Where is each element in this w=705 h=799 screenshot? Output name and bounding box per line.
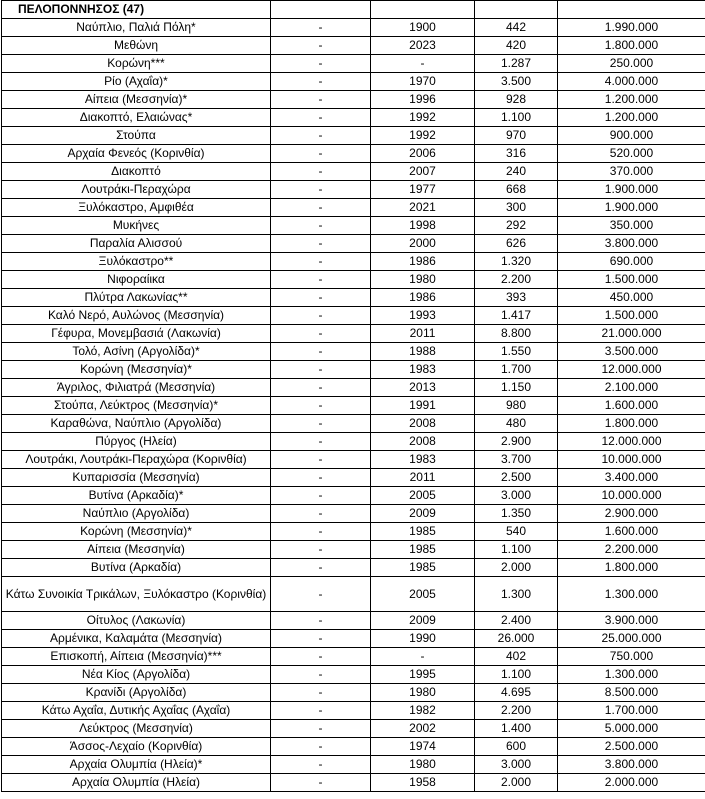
header-cell-empty <box>371 1 475 19</box>
amount-cell: 25.000.000 <box>558 630 705 648</box>
amount-cell: 520.000 <box>558 145 705 163</box>
value-cell: 420 <box>475 37 558 55</box>
year-cell: 2005 <box>371 487 475 505</box>
place-name-cell: Τολό, Ασίνη (Αργολίδα)* <box>2 343 271 361</box>
year-cell: 1992 <box>371 109 475 127</box>
amount-cell: 3.800.000 <box>558 235 705 253</box>
dash-cell: - <box>271 109 371 127</box>
value-cell: 402 <box>475 648 558 666</box>
amount-cell: 450.000 <box>558 289 705 307</box>
year-cell: 1980 <box>371 271 475 289</box>
value-cell: 980 <box>475 397 558 415</box>
dash-cell: - <box>271 684 371 702</box>
dash-cell: - <box>271 612 371 630</box>
value-cell: 3.000 <box>475 487 558 505</box>
table-row <box>2 145 705 163</box>
dash-cell: - <box>271 451 371 469</box>
year-cell: 2008 <box>371 415 475 433</box>
dash-cell: - <box>271 415 371 433</box>
year-cell: 1980 <box>371 684 475 702</box>
table-row <box>2 756 705 774</box>
table-row <box>2 343 705 361</box>
value-cell: 2.000 <box>475 774 558 792</box>
year-cell: 2023 <box>371 37 475 55</box>
amount-cell: 1.200.000 <box>558 91 705 109</box>
year-cell: 1995 <box>371 666 475 684</box>
value-cell: 480 <box>475 415 558 433</box>
table-row <box>2 19 705 37</box>
table-row <box>2 235 705 253</box>
year-cell: 1991 <box>371 397 475 415</box>
table-row <box>2 469 705 487</box>
place-name-cell: Κρανίδι (Αργολίδα) <box>2 684 271 702</box>
dash-cell: - <box>271 91 371 109</box>
value-cell: 1.287 <box>475 55 558 73</box>
place-name-cell: Βυτίνα (Αρκαδία) <box>2 559 271 577</box>
year-cell: 1900 <box>371 19 475 37</box>
year-cell: 2007 <box>371 163 475 181</box>
dash-cell: - <box>271 271 371 289</box>
table-row <box>2 181 705 199</box>
dash-cell: - <box>271 181 371 199</box>
year-cell: 1970 <box>371 73 475 91</box>
dash-cell: - <box>271 289 371 307</box>
dash-cell: - <box>271 487 371 505</box>
table-row <box>2 666 705 684</box>
table-row <box>2 397 705 415</box>
place-name-cell: Μεθώνη <box>2 37 271 55</box>
amount-cell: 12.000.000 <box>558 361 705 379</box>
year-cell: 1998 <box>371 217 475 235</box>
value-cell: 668 <box>475 181 558 199</box>
table-row <box>2 199 705 217</box>
year-cell: 1985 <box>371 523 475 541</box>
year-cell: - <box>371 648 475 666</box>
value-cell: 240 <box>475 163 558 181</box>
place-name-cell: Ναύπλιο (Αργολίδα) <box>2 505 271 523</box>
table-row <box>2 109 705 127</box>
dash-cell: - <box>271 55 371 73</box>
value-cell: 1.417 <box>475 307 558 325</box>
table-row <box>2 127 705 145</box>
year-cell: 1993 <box>371 307 475 325</box>
table-row <box>2 361 705 379</box>
place-name-cell: Ρίο (Αχαΐα)* <box>2 73 271 91</box>
amount-cell: 1.200.000 <box>558 109 705 127</box>
value-cell: 292 <box>475 217 558 235</box>
place-name-cell: Νιφοραίικα <box>2 271 271 289</box>
amount-cell: 1.700.000 <box>558 702 705 720</box>
value-cell: 316 <box>475 145 558 163</box>
dash-cell: - <box>271 774 371 792</box>
table-row <box>2 774 705 792</box>
table-row <box>2 91 705 109</box>
amount-cell: 370.000 <box>558 163 705 181</box>
amount-cell: 900.000 <box>558 127 705 145</box>
table-row <box>2 271 705 289</box>
table-row <box>2 523 705 541</box>
year-cell: 1986 <box>371 289 475 307</box>
place-name-cell: Στούπα, Λεύκτρος (Μεσσηνία)* <box>2 397 271 415</box>
dash-cell: - <box>271 343 371 361</box>
year-cell: 1990 <box>371 630 475 648</box>
table-row <box>2 163 705 181</box>
value-cell: 3.700 <box>475 451 558 469</box>
value-cell: 3.500 <box>475 73 558 91</box>
value-cell: 2.000 <box>475 559 558 577</box>
year-cell: 1983 <box>371 451 475 469</box>
place-name-cell: Επισκοπή, Αίπεια (Μεσσηνία)*** <box>2 648 271 666</box>
place-name-cell: Αίπεια (Μεσσηνία)* <box>2 91 271 109</box>
dash-cell: - <box>271 505 371 523</box>
amount-cell: 1.600.000 <box>558 523 705 541</box>
year-cell: - <box>371 55 475 73</box>
value-cell: 540 <box>475 523 558 541</box>
year-cell: 1985 <box>371 559 475 577</box>
place-name-cell: Ξυλόκαστρο** <box>2 253 271 271</box>
place-name-cell: Μυκήνες <box>2 217 271 235</box>
place-name-cell: Καλό Νερό, Αυλώνος (Μεσσηνία) <box>2 307 271 325</box>
table-row <box>2 37 705 55</box>
table-row <box>2 253 705 271</box>
table-row <box>2 720 705 738</box>
value-cell: 600 <box>475 738 558 756</box>
table-row <box>2 325 705 343</box>
header-cell-empty <box>558 1 705 19</box>
amount-cell: 2.900.000 <box>558 505 705 523</box>
table-row <box>2 415 705 433</box>
header-cell-empty <box>475 1 558 19</box>
amount-cell: 12.000.000 <box>558 433 705 451</box>
year-cell: 1996 <box>371 91 475 109</box>
dash-cell: - <box>271 630 371 648</box>
dash-cell: - <box>271 127 371 145</box>
place-name-cell: Αρμένικα, Καλαμάτα (Μεσσηνία) <box>2 630 271 648</box>
amount-cell: 250.000 <box>558 55 705 73</box>
value-cell: 1.400 <box>475 720 558 738</box>
table-row <box>2 379 705 397</box>
value-cell: 928 <box>475 91 558 109</box>
table-row <box>2 630 705 648</box>
table-row <box>2 738 705 756</box>
amount-cell: 8.500.000 <box>558 684 705 702</box>
year-cell: 1986 <box>371 253 475 271</box>
table-row <box>2 289 705 307</box>
amount-cell: 1.800.000 <box>558 37 705 55</box>
amount-cell: 1.800.000 <box>558 559 705 577</box>
table-row <box>2 73 705 91</box>
dash-cell: - <box>271 145 371 163</box>
dash-cell: - <box>271 756 371 774</box>
data-table <box>1 0 705 792</box>
place-name-cell: Αρχαία Φενεός (Κορινθία) <box>2 145 271 163</box>
year-cell: 2011 <box>371 325 475 343</box>
amount-cell: 3.800.000 <box>558 756 705 774</box>
dash-cell: - <box>271 253 371 271</box>
place-name-cell: Καραθώνα, Ναύπλιο (Αργολίδα) <box>2 415 271 433</box>
amount-cell: 1.800.000 <box>558 415 705 433</box>
amount-cell: 1.900.000 <box>558 181 705 199</box>
value-cell: 1.300 <box>475 577 558 612</box>
amount-cell: 3.400.000 <box>558 469 705 487</box>
place-name-cell: Αρχαία Ολυμπία (Ηλεία) <box>2 774 271 792</box>
dash-cell: - <box>271 19 371 37</box>
place-name-cell: Ναύπλιο, Παλιά Πόλη* <box>2 19 271 37</box>
table-row <box>2 559 705 577</box>
value-cell: 1.550 <box>475 343 558 361</box>
value-cell: 2.400 <box>475 612 558 630</box>
amount-cell: 690.000 <box>558 253 705 271</box>
amount-cell: 2.500.000 <box>558 738 705 756</box>
table-row <box>2 577 705 612</box>
place-name-cell: Άσσος-Λεχαίο (Κορινθία) <box>2 738 271 756</box>
amount-cell: 10.000.000 <box>558 451 705 469</box>
value-cell: 2.200 <box>475 271 558 289</box>
dash-cell: - <box>271 577 371 612</box>
place-name-cell: Άγριλος, Φιλιατρά (Μεσσηνία) <box>2 379 271 397</box>
amount-cell: 1.600.000 <box>558 397 705 415</box>
amount-cell: 21.000.000 <box>558 325 705 343</box>
year-cell: 2000 <box>371 235 475 253</box>
table-row <box>2 702 705 720</box>
value-cell: 1.150 <box>475 379 558 397</box>
dash-cell: - <box>271 559 371 577</box>
dash-cell: - <box>271 702 371 720</box>
dash-cell: - <box>271 738 371 756</box>
dash-cell: - <box>271 469 371 487</box>
value-cell: 1.100 <box>475 666 558 684</box>
place-name-cell: Διακοπτό, Ελαιώνας* <box>2 109 271 127</box>
amount-cell: 1.300.000 <box>558 577 705 612</box>
table-row <box>2 217 705 235</box>
value-cell: 3.000 <box>475 756 558 774</box>
year-cell: 2011 <box>371 469 475 487</box>
dash-cell: - <box>271 648 371 666</box>
value-cell: 2.200 <box>475 702 558 720</box>
value-cell: 8.800 <box>475 325 558 343</box>
value-cell: 2.500 <box>475 469 558 487</box>
year-cell: 2013 <box>371 379 475 397</box>
year-cell: 1977 <box>371 181 475 199</box>
dash-cell: - <box>271 325 371 343</box>
place-name-cell: Κάτω Συνοικία Τρικάλων, Ξυλόκαστρο (Κορινθία) <box>2 577 271 612</box>
value-cell: 970 <box>475 127 558 145</box>
value-cell: 2.900 <box>475 433 558 451</box>
place-name-cell: Στούπα <box>2 127 271 145</box>
place-name-cell: Διακοπτό <box>2 163 271 181</box>
dash-cell: - <box>271 235 371 253</box>
dash-cell: - <box>271 217 371 235</box>
place-name-cell: Λουτράκι, Λουτράκι-Περαχώρα (Κορινθία) <box>2 451 271 469</box>
amount-cell: 2.200.000 <box>558 541 705 559</box>
table-row <box>2 505 705 523</box>
value-cell: 393 <box>475 289 558 307</box>
table-row <box>2 612 705 630</box>
year-cell: 1988 <box>371 343 475 361</box>
amount-cell: 5.000.000 <box>558 720 705 738</box>
year-cell: 1982 <box>371 702 475 720</box>
place-name-cell: Κορώνη*** <box>2 55 271 73</box>
place-name-cell: Γέφυρα, Μονεμβασιά (Λακωνία) <box>2 325 271 343</box>
table-body <box>2 1 705 792</box>
year-cell: 2002 <box>371 720 475 738</box>
value-cell: 1.700 <box>475 361 558 379</box>
dash-cell: - <box>271 523 371 541</box>
place-name-cell: Κάτω Αχαΐα, Δυτικής Αχαΐας (Αχαΐα) <box>2 702 271 720</box>
amount-cell: 350.000 <box>558 217 705 235</box>
value-cell: 1.350 <box>475 505 558 523</box>
place-name-cell: Οίτυλος (Λακωνία) <box>2 612 271 630</box>
amount-cell: 1.300.000 <box>558 666 705 684</box>
year-cell: 2006 <box>371 145 475 163</box>
place-name-cell: Παραλία Αλισσού <box>2 235 271 253</box>
dash-cell: - <box>271 307 371 325</box>
dash-cell: - <box>271 73 371 91</box>
value-cell: 300 <box>475 199 558 217</box>
table-row <box>2 541 705 559</box>
table-row <box>2 451 705 469</box>
value-cell: 442 <box>475 19 558 37</box>
amount-cell: 4.000.000 <box>558 73 705 91</box>
dash-cell: - <box>271 433 371 451</box>
amount-cell: 3.900.000 <box>558 612 705 630</box>
place-name-cell: Αρχαία Ολυμπία (Ηλεία)* <box>2 756 271 774</box>
year-cell: 1974 <box>371 738 475 756</box>
dash-cell: - <box>271 397 371 415</box>
year-cell: 2005 <box>371 577 475 612</box>
year-cell: 2009 <box>371 505 475 523</box>
year-cell: 2008 <box>371 433 475 451</box>
section-title: ΠΕΛΟΠΟΝΝΗΣΟΣ (47) <box>2 1 271 19</box>
year-cell: 1980 <box>371 756 475 774</box>
section-header-row <box>2 1 705 19</box>
place-name-cell: Πύργος (Ηλεία) <box>2 433 271 451</box>
place-name-cell: Αίπεια (Μεσσηνία) <box>2 541 271 559</box>
amount-cell: 750.000 <box>558 648 705 666</box>
value-cell: 4.695 <box>475 684 558 702</box>
dash-cell: - <box>271 163 371 181</box>
place-name-cell: Ξυλόκαστρο, Αμφιθέα <box>2 199 271 217</box>
dash-cell: - <box>271 37 371 55</box>
amount-cell: 3.500.000 <box>558 343 705 361</box>
table-row <box>2 487 705 505</box>
year-cell: 2009 <box>371 612 475 630</box>
place-name-cell: Νέα Κίος (Αργολίδα) <box>2 666 271 684</box>
place-name-cell: Κυπαρισσία (Μεσσηνία) <box>2 469 271 487</box>
amount-cell: 1.900.000 <box>558 199 705 217</box>
place-name-cell: Λεύκτρος (Μεσσηνία) <box>2 720 271 738</box>
year-cell: 1992 <box>371 127 475 145</box>
year-cell: 2021 <box>371 199 475 217</box>
amount-cell: 1.500.000 <box>558 307 705 325</box>
dash-cell: - <box>271 720 371 738</box>
amount-cell: 10.000.000 <box>558 487 705 505</box>
year-cell: 1983 <box>371 361 475 379</box>
dash-cell: - <box>271 361 371 379</box>
table-row <box>2 684 705 702</box>
dash-cell: - <box>271 541 371 559</box>
table-row <box>2 307 705 325</box>
table-row <box>2 648 705 666</box>
value-cell: 626 <box>475 235 558 253</box>
amount-cell: 2.100.000 <box>558 379 705 397</box>
place-name-cell: Πλύτρα Λακωνίας** <box>2 289 271 307</box>
value-cell: 1.100 <box>475 109 558 127</box>
amount-cell: 2.000.000 <box>558 774 705 792</box>
dash-cell: - <box>271 379 371 397</box>
value-cell: 1.320 <box>475 253 558 271</box>
year-cell: 1958 <box>371 774 475 792</box>
year-cell: 1985 <box>371 541 475 559</box>
place-name-cell: Βυτίνα (Αρκαδία)* <box>2 487 271 505</box>
value-cell: 26.000 <box>475 630 558 648</box>
place-name-cell: Κορώνη (Μεσσηνία)* <box>2 523 271 541</box>
dash-cell: - <box>271 666 371 684</box>
amount-cell: 1.500.000 <box>558 271 705 289</box>
dash-cell: - <box>271 199 371 217</box>
table-row <box>2 55 705 73</box>
place-name-cell: Κορώνη (Μεσσηνία)* <box>2 361 271 379</box>
header-cell-empty <box>271 1 371 19</box>
value-cell: 1.100 <box>475 541 558 559</box>
place-name-cell: Λουτράκι-Περαχώρα <box>2 181 271 199</box>
table-row <box>2 433 705 451</box>
amount-cell: 1.990.000 <box>558 19 705 37</box>
